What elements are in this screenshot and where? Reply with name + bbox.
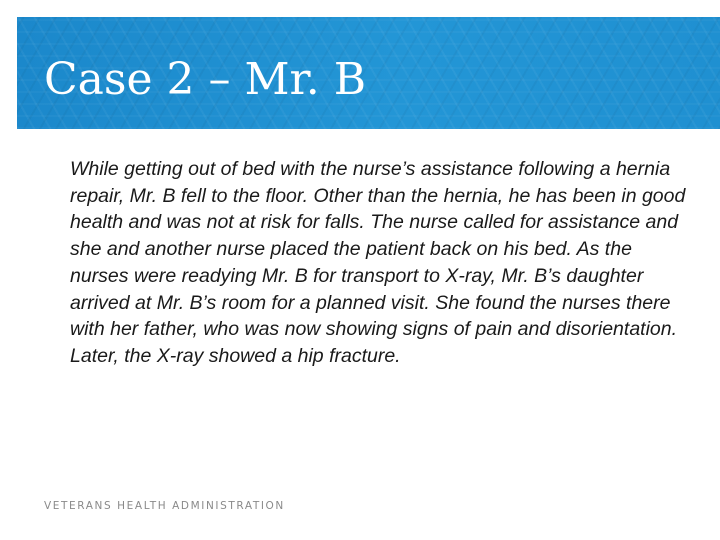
- footer-organization: VETERANS HEALTH ADMINISTRATION: [44, 500, 285, 512]
- slide-title: Case 2 – Mr. B: [44, 54, 367, 105]
- case-description: While getting out of bed with the nurse’s assistance following a hernia repair, Mr. B fell to the floor. Other than the hernia, he has been in good health and was not at risk for falls. The nurse called for assistance and she and another nurse placed the patient back on his bed. As the nurses were readying Mr. B for transport to X-ray, Mr. B’s daughter arrived at Mr. B’s room for a planned visit. She found the nurses there with her father, who was now showing signs of pain and disorientation. Later, the X-ray showed a hip fracture.: [70, 158, 686, 367]
